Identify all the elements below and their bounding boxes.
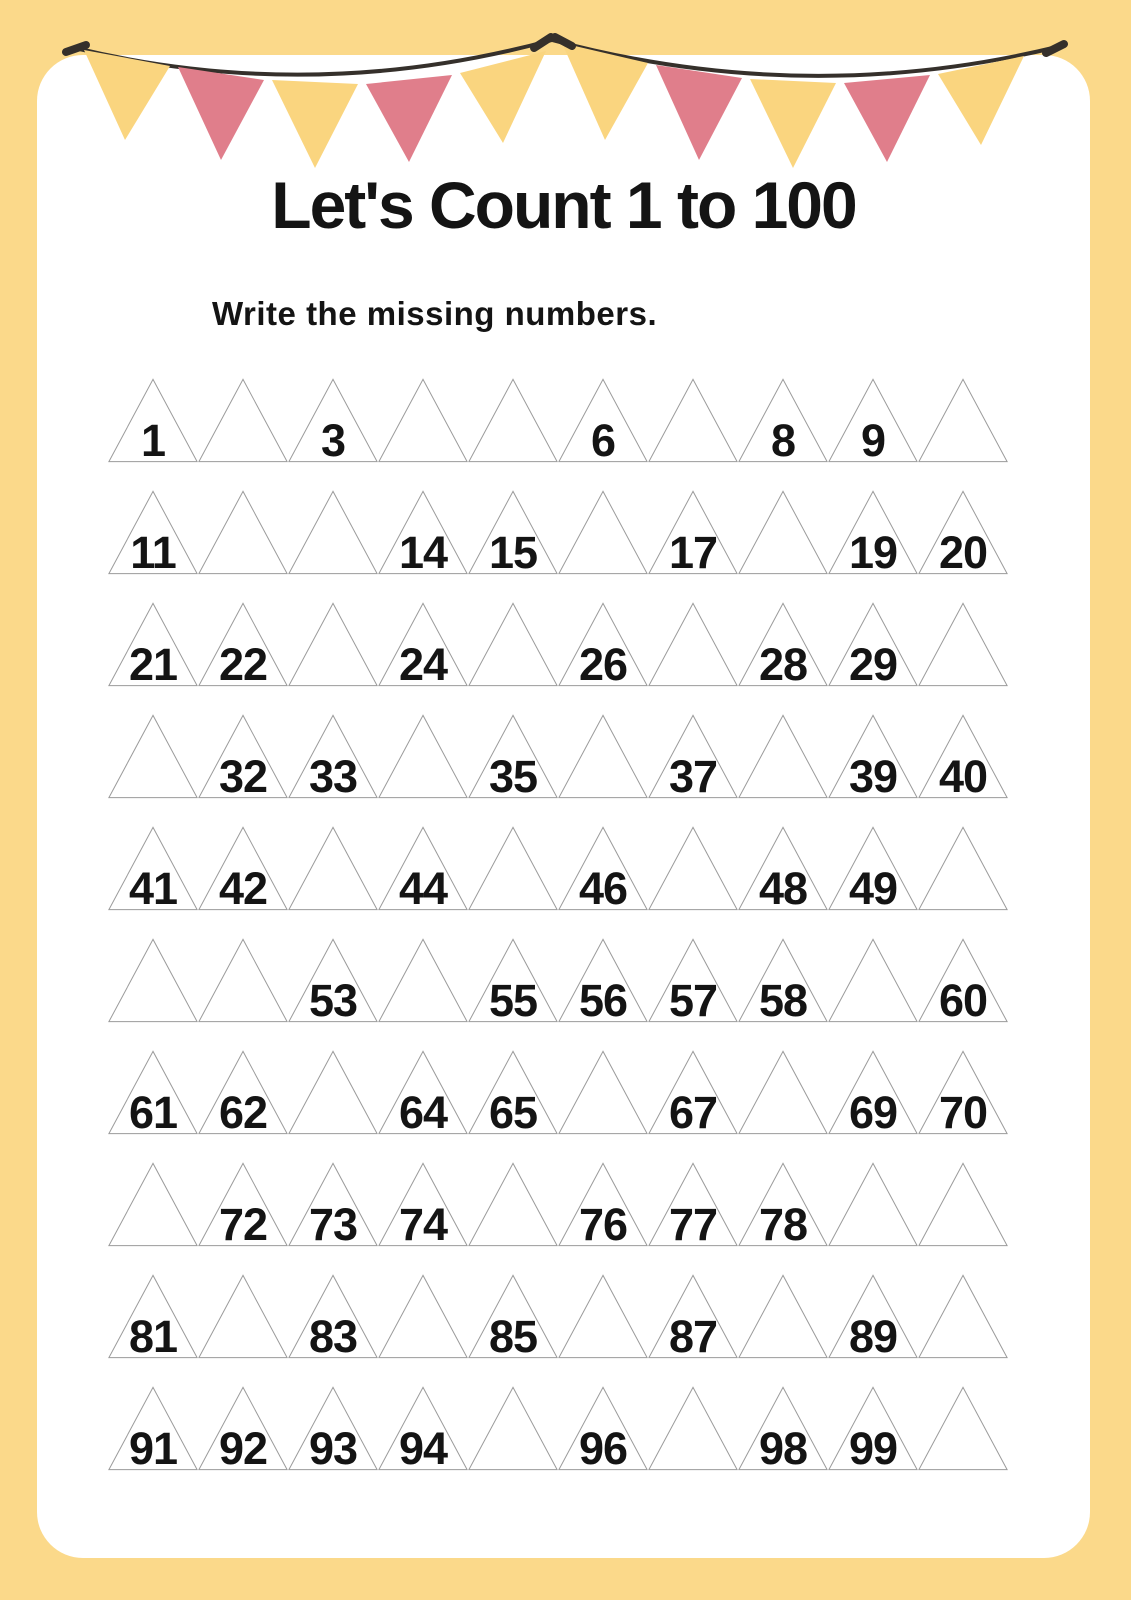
triangle-outline-icon (288, 602, 378, 687)
triangle-cell-blank (918, 1274, 1008, 1359)
grid-row (108, 714, 1018, 802)
cell-number: 99 (848, 1423, 898, 1474)
triangle-cell (468, 714, 558, 802)
cell-number: 11 (130, 527, 176, 578)
triangle-cell (288, 714, 378, 802)
triangle-outline-icon (198, 378, 288, 463)
triangle-cell-blank (648, 378, 738, 463)
triangle-cell-blank (918, 1386, 1008, 1471)
grid-row (108, 602, 1018, 690)
cell-number: 1 (140, 415, 166, 466)
triangle-outline-icon (918, 826, 1008, 911)
cell-number: 58 (758, 975, 808, 1026)
cell-number: 14 (398, 527, 448, 578)
triangle-cell (828, 826, 918, 914)
cell-number: 6 (590, 415, 616, 466)
triangle-cell (738, 378, 828, 466)
triangle-cell (738, 602, 828, 690)
cell-number: 8 (770, 415, 796, 466)
cell-number: 64 (398, 1087, 448, 1138)
triangle-cell (198, 602, 288, 690)
triangle-cell (738, 826, 828, 914)
triangle-cell (738, 1386, 828, 1474)
triangle-cell-blank (648, 826, 738, 911)
triangle-cell (378, 602, 468, 690)
triangle-cell-blank (738, 1050, 828, 1135)
triangle-outline-icon (468, 1162, 558, 1247)
grid-row (108, 826, 1018, 914)
triangle-outline-icon (828, 938, 918, 1023)
triangle-cell-blank (468, 1386, 558, 1471)
triangle-outline-icon (918, 378, 1008, 463)
triangle-cell (558, 826, 648, 914)
triangle-outline-icon (108, 1162, 198, 1247)
cell-number: 92 (218, 1423, 268, 1474)
triangle-cell (828, 490, 918, 578)
triangle-cell-blank (468, 378, 558, 463)
triangle-cell (288, 1386, 378, 1474)
cell-number: 78 (758, 1199, 808, 1250)
triangle-outline-icon (738, 714, 828, 799)
cell-number: 77 (668, 1199, 718, 1250)
triangle-cell-blank (288, 1050, 378, 1135)
triangle-outline-icon (198, 938, 288, 1023)
triangle-cell (378, 826, 468, 914)
cell-number: 89 (848, 1311, 898, 1362)
triangle-outline-icon (828, 1162, 918, 1247)
cell-number: 49 (848, 863, 898, 914)
triangle-outline-icon (468, 826, 558, 911)
cell-number: 44 (398, 863, 448, 914)
triangle-outline-icon (648, 826, 738, 911)
triangle-cell (108, 1386, 198, 1474)
cell-number: 72 (218, 1199, 268, 1250)
cell-number: 83 (308, 1311, 358, 1362)
triangle-outline-icon (108, 714, 198, 799)
triangle-outline-icon (648, 602, 738, 687)
triangle-cell (108, 378, 198, 466)
cell-number: 69 (848, 1087, 898, 1138)
triangle-outline-icon (918, 1386, 1008, 1471)
grid-row (108, 1386, 1018, 1474)
triangle-outline-icon (738, 490, 828, 575)
triangle-cell-blank (558, 490, 648, 575)
triangle-cell (108, 1274, 198, 1362)
cell-number: 26 (578, 639, 628, 690)
number-grid (108, 378, 1018, 1498)
triangle-cell (108, 602, 198, 690)
triangle-outline-icon (108, 938, 198, 1023)
triangle-cell (558, 938, 648, 1026)
triangle-cell (558, 1162, 648, 1250)
cell-number: 48 (758, 863, 808, 914)
triangle-cell (648, 490, 738, 578)
triangle-outline-icon (378, 378, 468, 463)
cell-number: 91 (128, 1423, 178, 1474)
triangle-cell-blank (648, 1386, 738, 1471)
triangle-cell (198, 1050, 288, 1138)
triangle-cell (198, 1386, 288, 1474)
triangle-cell-blank (108, 714, 198, 799)
triangle-cell-blank (918, 602, 1008, 687)
cell-number: 70 (938, 1087, 988, 1138)
triangle-cell (828, 378, 918, 466)
triangle-outline-icon (288, 1050, 378, 1135)
triangle-cell-blank (468, 826, 558, 911)
triangle-outline-icon (468, 378, 558, 463)
cell-number: 53 (308, 975, 358, 1026)
cell-number: 17 (668, 527, 718, 578)
triangle-cell (648, 938, 738, 1026)
grid-row (108, 1274, 1018, 1362)
triangle-cell-blank (918, 826, 1008, 911)
triangle-cell (918, 938, 1008, 1026)
triangle-outline-icon (378, 1274, 468, 1359)
triangle-outline-icon (468, 602, 558, 687)
triangle-outline-icon (558, 490, 648, 575)
cell-number: 24 (398, 639, 448, 690)
triangle-cell (288, 378, 378, 466)
triangle-cell (828, 602, 918, 690)
cell-number: 81 (128, 1311, 178, 1362)
bunting-anchor-icon (66, 45, 86, 52)
cell-number: 96 (578, 1423, 628, 1474)
cell-number: 33 (308, 751, 358, 802)
triangle-cell (918, 1050, 1008, 1138)
cell-number: 67 (668, 1087, 718, 1138)
cell-number: 22 (218, 639, 268, 690)
triangle-cell (108, 490, 198, 578)
triangle-cell-blank (198, 1274, 288, 1359)
cell-number: 37 (668, 751, 718, 802)
triangle-cell (738, 1162, 828, 1250)
cell-number: 87 (668, 1311, 718, 1362)
cell-number: 55 (488, 975, 538, 1026)
triangle-cell-blank (378, 1274, 468, 1359)
triangle-cell (288, 1162, 378, 1250)
instruction-text: Write the missing numbers. (212, 295, 658, 332)
triangle-cell-blank (468, 1162, 558, 1247)
triangle-outline-icon (558, 714, 648, 799)
triangle-cell-blank (288, 826, 378, 911)
cell-number: 74 (398, 1199, 448, 1250)
worksheet-page (37, 55, 1090, 1558)
triangle-cell-blank (108, 1162, 198, 1247)
triangle-cell-blank (828, 1162, 918, 1247)
triangle-cell-blank (468, 602, 558, 687)
triangle-cell-blank (648, 602, 738, 687)
cell-number: 3 (320, 415, 346, 466)
bunting-anchor-icon (555, 37, 572, 46)
triangle-cell-blank (198, 938, 288, 1023)
triangle-cell (828, 1386, 918, 1474)
cell-number: 46 (578, 863, 628, 914)
cell-number: 98 (758, 1423, 808, 1474)
triangle-cell (288, 1274, 378, 1362)
triangle-cell-blank (918, 378, 1008, 463)
triangle-outline-icon (558, 1274, 648, 1359)
triangle-cell (468, 938, 558, 1026)
triangle-outline-icon (378, 714, 468, 799)
triangle-cell (468, 1274, 558, 1362)
triangle-outline-icon (558, 1050, 648, 1135)
cell-number: 42 (218, 863, 268, 914)
triangle-cell (648, 1274, 738, 1362)
cell-number: 94 (398, 1423, 448, 1474)
triangle-cell (378, 1050, 468, 1138)
triangle-cell (828, 1050, 918, 1138)
grid-row (108, 378, 1018, 466)
cell-number: 61 (128, 1087, 178, 1138)
triangle-outline-icon (378, 938, 468, 1023)
triangle-cell-blank (108, 938, 198, 1023)
cell-number: 40 (938, 751, 988, 802)
cell-number: 15 (488, 527, 538, 578)
triangle-cell (828, 714, 918, 802)
triangle-cell (108, 1050, 198, 1138)
triangle-cell (378, 1386, 468, 1474)
triangle-cell (918, 490, 1008, 578)
triangle-cell-blank (918, 1162, 1008, 1247)
triangle-cell-blank (558, 1274, 648, 1359)
triangle-cell-blank (558, 1050, 648, 1135)
bunting-anchor-icon (1046, 44, 1064, 53)
triangle-cell (738, 938, 828, 1026)
triangle-outline-icon (648, 378, 738, 463)
cell-number: 56 (578, 975, 628, 1026)
cell-number: 9 (860, 415, 886, 466)
cell-number: 39 (848, 751, 898, 802)
cell-number: 85 (488, 1311, 538, 1362)
triangle-outline-icon (738, 1050, 828, 1135)
triangle-outline-icon (918, 1274, 1008, 1359)
grid-row (108, 1050, 1018, 1138)
triangle-outline-icon (198, 1274, 288, 1359)
triangle-cell (648, 1050, 738, 1138)
cell-number: 76 (578, 1199, 628, 1250)
triangle-outline-icon (288, 490, 378, 575)
triangle-cell-blank (378, 378, 468, 463)
triangle-cell (468, 1050, 558, 1138)
triangle-cell (108, 826, 198, 914)
triangle-cell (828, 1274, 918, 1362)
triangle-cell-blank (288, 490, 378, 575)
cell-number: 29 (848, 639, 898, 690)
triangle-outline-icon (198, 490, 288, 575)
triangle-cell-blank (378, 714, 468, 799)
cell-number: 65 (488, 1087, 538, 1138)
triangle-cell-blank (378, 938, 468, 1023)
triangle-cell (558, 602, 648, 690)
triangle-cell (378, 490, 468, 578)
triangle-cell (288, 938, 378, 1026)
cell-number: 41 (128, 863, 178, 914)
grid-row (108, 938, 1018, 1026)
cell-number: 35 (488, 751, 538, 802)
triangle-outline-icon (288, 826, 378, 911)
triangle-outline-icon (648, 1386, 738, 1471)
triangle-cell (198, 714, 288, 802)
cell-number: 19 (848, 527, 898, 578)
triangle-cell (558, 1386, 648, 1474)
page-title: Let's Count 1 to 100 (271, 168, 856, 242)
bunting-anchor-icon (534, 37, 551, 48)
cell-number: 57 (668, 975, 718, 1026)
triangle-cell-blank (558, 714, 648, 799)
grid-row (108, 490, 1018, 578)
triangle-cell (648, 714, 738, 802)
triangle-cell-blank (738, 714, 828, 799)
triangle-outline-icon (468, 1386, 558, 1471)
triangle-outline-icon (918, 602, 1008, 687)
triangle-cell (378, 1162, 468, 1250)
triangle-cell-blank (738, 1274, 828, 1359)
cell-number: 62 (218, 1087, 268, 1138)
triangle-outline-icon (738, 1274, 828, 1359)
triangle-cell (558, 378, 648, 466)
cell-number: 60 (938, 975, 988, 1026)
triangle-cell-blank (288, 602, 378, 687)
triangle-cell (648, 1162, 738, 1250)
triangle-cell-blank (828, 938, 918, 1023)
triangle-cell (198, 1162, 288, 1250)
cell-number: 28 (758, 639, 808, 690)
triangle-cell (468, 490, 558, 578)
cell-number: 93 (308, 1423, 358, 1474)
cell-number: 20 (938, 527, 988, 578)
cell-number: 21 (128, 639, 178, 690)
triangle-cell-blank (738, 490, 828, 575)
grid-row (108, 1162, 1018, 1250)
triangle-outline-icon (918, 1162, 1008, 1247)
cell-number: 73 (308, 1199, 358, 1250)
cell-number: 32 (218, 751, 268, 802)
triangle-cell-blank (198, 378, 288, 463)
triangle-cell (918, 714, 1008, 802)
triangle-cell (198, 826, 288, 914)
triangle-cell-blank (198, 490, 288, 575)
